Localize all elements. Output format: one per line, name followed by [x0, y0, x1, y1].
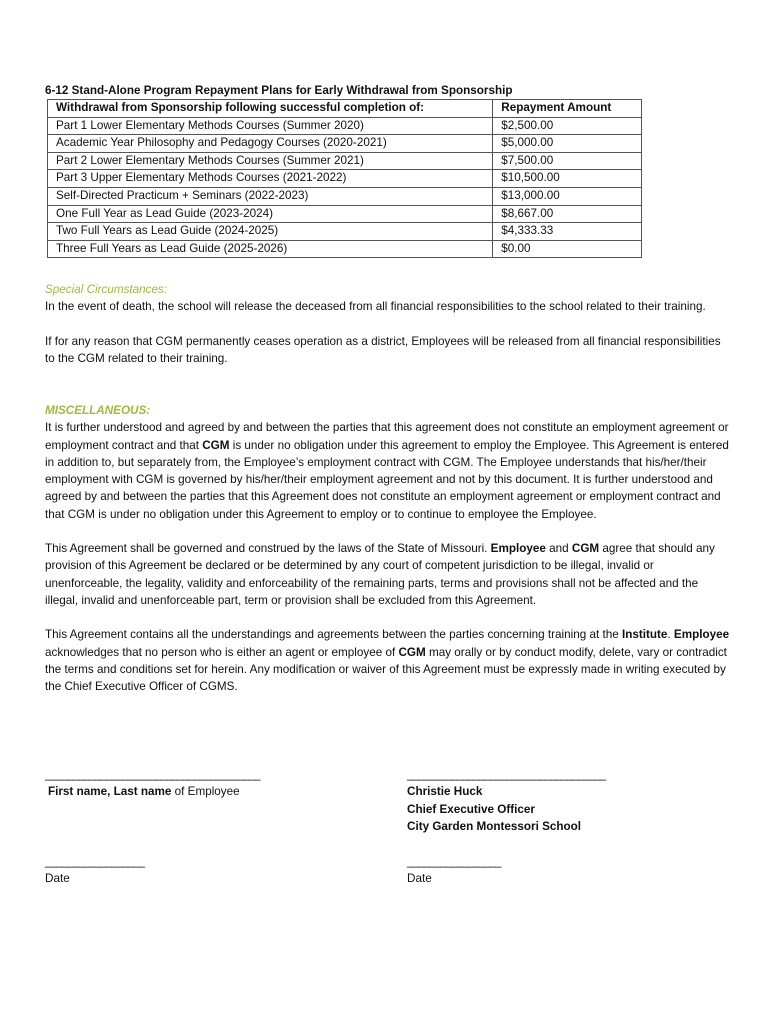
row-amount: $13,000.00: [493, 187, 642, 205]
table-row: [48, 170, 642, 188]
ceo-date-line: _________________: [407, 855, 501, 868]
ceo-name: Christie Huck: [407, 785, 483, 799]
table-row: [48, 223, 642, 241]
special-circumstances-heading: Special Circumstances:: [45, 283, 168, 296]
row-amount: $10,500.00: [493, 170, 642, 188]
employee-date-label: Date: [45, 872, 70, 886]
row-milestone: One Full Year as Lead Guide (2023-2024): [48, 205, 493, 223]
table-header-row: [48, 100, 642, 118]
row-milestone: Part 2 Lower Elementary Methods Courses (Summer 2021): [48, 152, 493, 170]
header-repayment-amount: Repayment Amount: [493, 100, 642, 118]
row-milestone: Part 1 Lower Elementary Methods Courses (Summer 2020): [48, 117, 493, 135]
table-row: [48, 187, 642, 205]
death-clause: In the event of death, the school will release the deceased from all financial responsibilities to the school related to their training.: [45, 300, 706, 314]
employee-date-line: __________________: [45, 855, 145, 868]
employment-clause: It is further understood and agreed by and between the parties that this agreement does not constitute an employment agreement or employment contract and that CGM is under no obligation under this agreement to employ the Employee. This Agreement is entered in addition to, but separately from, the Employee’s employment contract with CGM. The Employee understands that his/her/their employment with CGM is governed by his/her/their employment agreement and not by this document. It is further understood and agreed by and between the parties that this Agreement does not constitute an employment agreement or employment contract and that CGM is under no obligation under this Agreement to employ or to continue to employee the Employee.: [45, 421, 729, 521]
ceo-date-label: Date: [407, 872, 432, 886]
repayment-table: [47, 99, 642, 258]
miscellaneous-heading: MISCELLANEOUS:: [45, 404, 151, 417]
table-row: [48, 152, 642, 170]
row-amount: $5,000.00: [493, 135, 642, 153]
table-row: [48, 205, 642, 223]
ceo-signature-block: [407, 766, 605, 835]
row-amount: $2,500.00: [493, 117, 642, 135]
governing-law-clause: This Agreement shall be governed and construed by the laws of the State of Missouri. Employee and CGM agree that should any provision of this Agreement be declared or be determined by any court of competent jurisdiction to be illegal, invalid or unenforceable, the legality, validity and enforceability of the remaining parts, terms and provisions shall not be affected and the illegal, invalid and unenforceable part, term or provision shall be excluded from this Agreement.: [45, 542, 715, 607]
row-milestone: Part 3 Upper Elementary Methods Courses (2021-2022): [48, 170, 493, 188]
row-amount: $4,333.33: [493, 223, 642, 241]
row-milestone: Three Full Years as Lead Guide (2025-2026): [48, 240, 493, 258]
entire-agreement-clause: This Agreement contains all the understandings and agreements between the parties concerning training at the Institute. Employee acknowledges that no person who is either an agent or employee of CGM may orally or by conduct modify, delete, vary or contradict the terms and conditions set for herein. Any modification or waiver of this Agreement must be expressly made in writing executed by the Chief Executive Officer of CGMS.: [45, 628, 730, 694]
employee-signature-line: _______________________________________: [45, 768, 260, 781]
ceo-date-block: [407, 853, 501, 888]
ceo-organization: City Garden Montessori School: [407, 819, 582, 833]
row-amount: $8,667.00: [493, 205, 642, 223]
employee-date-block: [45, 853, 144, 888]
table-row: [48, 135, 642, 153]
special-circumstances-section: [45, 281, 730, 367]
row-milestone: Academic Year Philosophy and Pedagogy Courses (2020-2021): [48, 135, 493, 153]
row-amount: $0.00: [493, 240, 642, 258]
row-amount: $7,500.00: [493, 152, 642, 170]
table-row: [48, 240, 642, 258]
row-milestone: Two Full Years as Lead Guide (2024-2025): [48, 223, 493, 241]
header-withdrawal: Withdrawal from Sponsorship following successful completion of:: [48, 100, 493, 118]
ceo-title: Chief Executive Officer: [407, 802, 535, 816]
district-closure-clause: If for any reason that CGM permanently ceases operation as a district, Employees will be released from all financial responsibilities to the CGM related to their training.: [45, 334, 721, 365]
table-row: [48, 117, 642, 135]
employee-name-label: First name, Last name of Employee: [48, 785, 240, 799]
employee-signature-block: [45, 766, 260, 801]
miscellaneous-section: [45, 402, 730, 695]
ceo-signature-line: ____________________________________: [407, 768, 606, 781]
table-title: 6-12 Stand-Alone Program Repayment Plans for Early Withdrawal from Sponsorship: [45, 84, 513, 97]
row-milestone: Self-Directed Practicum + Seminars (2022-2023): [48, 187, 493, 205]
